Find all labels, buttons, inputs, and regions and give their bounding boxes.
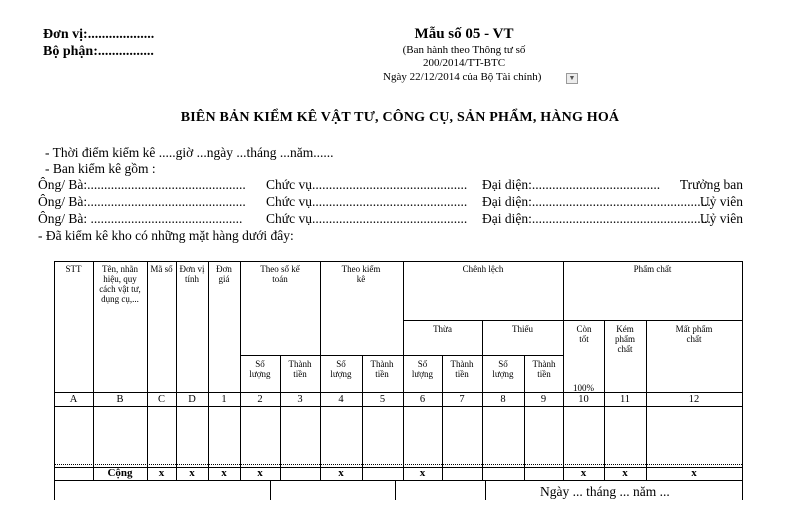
total-cell: x	[189, 467, 195, 479]
member-representative: Đại diện:.....................................................	[482, 211, 711, 226]
header-per-books: Theo sổ kế toán	[260, 264, 300, 284]
column-code: 4	[338, 394, 344, 405]
header-stt: STT	[65, 264, 82, 274]
total-cell: x	[419, 467, 426, 479]
issued-by-line-2: 200/2014/TT-BTC	[422, 57, 506, 69]
member-name: Ông/ Bà:...............................................	[38, 177, 246, 192]
column-code: 8	[500, 394, 506, 405]
column-code: 6	[419, 394, 426, 405]
inspection-board-line: - Ban kiểm kê gồm :	[45, 161, 156, 176]
column-code: 7	[459, 394, 465, 405]
header-unit: Đơn vị tính	[179, 264, 205, 284]
header-shortage: Thiếu	[512, 324, 533, 334]
column-code: 1	[221, 394, 227, 405]
header-surplus: Thừa	[433, 324, 452, 334]
header-per-count: Theo kiểm kê	[341, 264, 381, 284]
column-code: C	[157, 394, 165, 405]
department-label: Bộ phận:................	[43, 44, 154, 59]
inventory-intro-line: - Đã kiểm kê kho có những mặt hàng dưới đây:	[38, 228, 294, 243]
header-good: Còn tốt	[576, 324, 592, 344]
header-price: Đơn giá	[216, 264, 232, 284]
header-quantity: Số lượng	[330, 359, 352, 379]
header-amount: Thành tiền	[450, 359, 474, 379]
unit-label: Đơn vị:...................	[43, 27, 155, 42]
header-amount: Thành tiền	[288, 359, 312, 379]
header-difference: Chênh lệch	[462, 264, 504, 274]
column-code: 2	[257, 394, 263, 405]
total-cell: x	[257, 467, 263, 479]
member-representative: Đại diện:.....................................................	[482, 194, 711, 209]
issued-by-line-1: (Ban hành theo Thông tư số	[402, 44, 526, 56]
member-position: Chức vụ..............................................	[266, 194, 468, 209]
column-code: A	[69, 394, 78, 405]
column-code: 5	[379, 394, 386, 405]
header-quantity: Số lượng	[249, 359, 271, 379]
header-quantity: Số lượng	[411, 359, 434, 379]
column-code: 12	[688, 394, 700, 405]
member-representative: Đại diện:......................................	[482, 177, 661, 192]
total-cell: x	[221, 467, 227, 479]
header-lost-quality: Mất phẩm chất	[675, 324, 713, 344]
header-item-name: Tên, nhãn hiệu, quy cách vật tư, dụng cụ,...	[99, 264, 141, 304]
member-role: Uỷ viên	[699, 194, 743, 209]
header-amount: Thành tiền	[370, 359, 394, 379]
member-name: Ông/ Bà: .............................................	[38, 211, 243, 226]
column-code: 3	[297, 394, 303, 405]
member-role: Trưởng ban	[679, 177, 743, 192]
header-good-percent: 100%	[573, 383, 594, 393]
document-title: BIÊN BẢN KIỂM KÊ VẬT TƯ, CÔNG CỤ, SẢN PHẨM, HÀNG HOÁ	[180, 110, 620, 125]
header-quantity: Số lượng	[492, 359, 514, 379]
member-position: Chức vụ..............................................	[266, 211, 468, 226]
total-cell: x	[622, 467, 628, 479]
form-number: Mẫu số 05 - VT	[414, 26, 514, 42]
total-label: Cộng	[107, 467, 133, 479]
signature-date-line: Ngày ... tháng ... năm ...	[540, 484, 670, 499]
member-name: Ông/ Bà:...............................................	[38, 194, 246, 209]
total-cell: x	[158, 467, 165, 479]
column-code: D	[188, 394, 196, 405]
column-code: 9	[540, 394, 547, 405]
column-code: 10	[578, 394, 589, 405]
total-cell: x	[580, 467, 587, 479]
column-code: B	[116, 394, 124, 405]
column-code: 11	[619, 394, 631, 405]
header-code: Mã số	[150, 264, 173, 274]
total-cell: x	[338, 467, 344, 479]
header-amount: Thành tiền	[532, 359, 556, 379]
member-role: Uỷ viên	[699, 211, 743, 226]
total-cell: x	[691, 467, 697, 479]
header-poor-quality: Kém phẩm chất	[615, 324, 635, 354]
inspection-time-line: - Thời điểm kiểm kê .....giờ ...ngày ...tháng ...năm......	[45, 145, 334, 160]
header-quality: Phẩm chất	[633, 264, 672, 274]
issued-by-line-3: Ngày 22/12/2014 của Bộ Tài chính)	[383, 71, 542, 83]
dropdown-arrow-icon[interactable]: ▼	[566, 73, 578, 84]
member-position: Chức vụ..............................................	[266, 177, 468, 192]
